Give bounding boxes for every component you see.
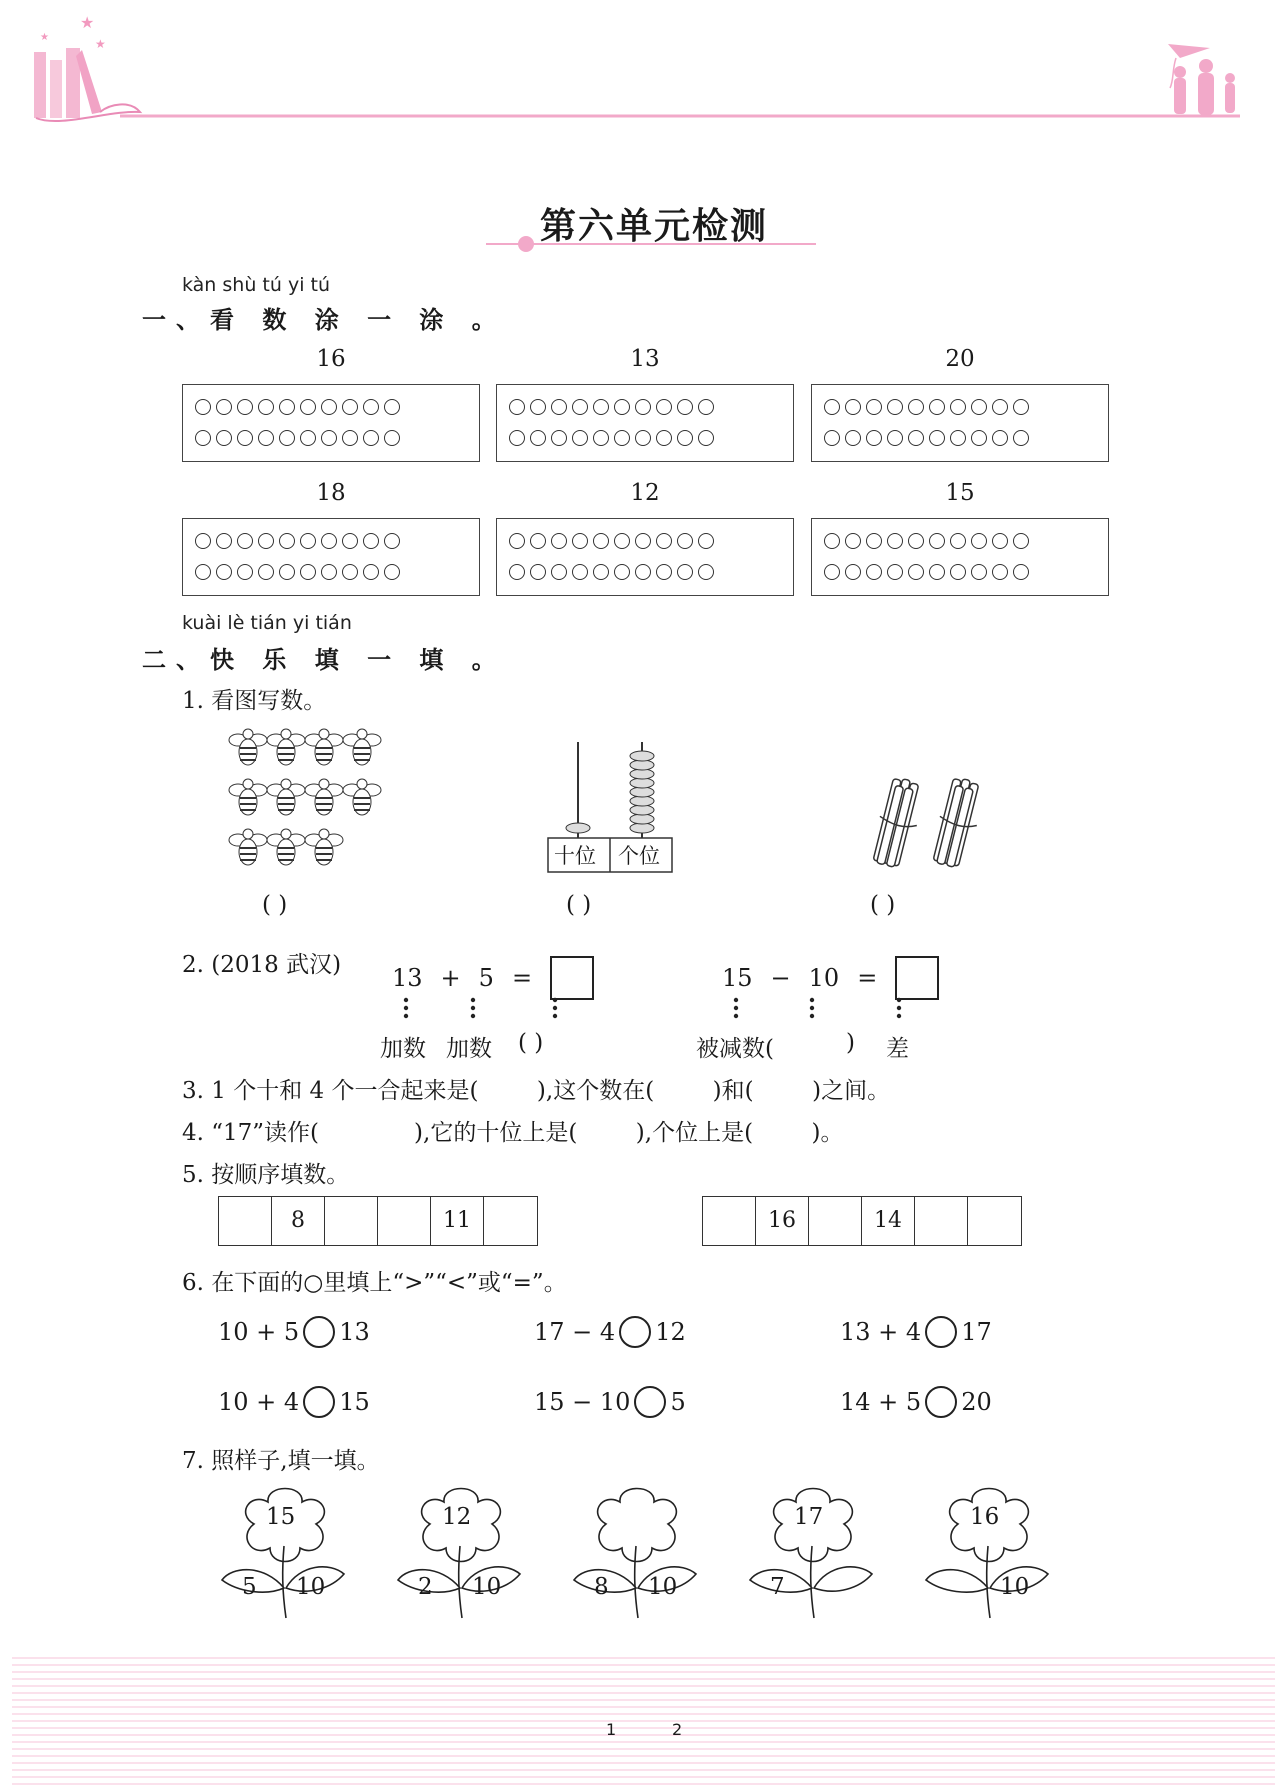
colorable-circle[interactable]: [635, 430, 651, 446]
bee-icon: [229, 829, 267, 865]
colorable-circle[interactable]: [635, 533, 651, 549]
colorable-circle[interactable]: [950, 430, 966, 446]
colorable-circle[interactable]: [237, 399, 253, 415]
colorable-circle[interactable]: [216, 533, 232, 549]
dot-box-label: 16: [316, 346, 346, 372]
comparison-left: 10 + 4: [218, 1388, 300, 1416]
colorable-circle[interactable]: [321, 564, 337, 580]
flower-right-number: 10: [648, 1574, 678, 1600]
sequence-cell: 11: [431, 1197, 484, 1245]
colorable-circle[interactable]: [551, 533, 567, 549]
colorable-circle[interactable]: [656, 399, 672, 415]
colorable-circle[interactable]: [614, 533, 630, 549]
colorable-circle[interactable]: [321, 533, 337, 549]
footer-background: [12, 1657, 1275, 1789]
q2-name-blank1[interactable]: ( ): [518, 1030, 544, 1056]
number-flower: [924, 1480, 1054, 1620]
q2-name-addend2: 加数: [446, 1036, 492, 1062]
colorable-circle[interactable]: [195, 399, 211, 415]
sequence-cell[interactable]: [378, 1197, 431, 1245]
comparison-circle[interactable]: [925, 1386, 957, 1418]
colorable-circle[interactable]: [614, 564, 630, 580]
books-logo-icon: [34, 13, 140, 121]
sequence-cell[interactable]: [325, 1197, 378, 1245]
q1-label: 1. 看图写数。: [182, 688, 327, 714]
comparison-right: 5: [670, 1388, 686, 1416]
dot-box-label: 13: [630, 346, 660, 372]
comparison-left: 10 + 5: [218, 1318, 300, 1346]
colorable-circle[interactable]: [530, 564, 546, 580]
abacus-ones-label: 个位: [618, 844, 660, 868]
colorable-circle[interactable]: [363, 430, 379, 446]
colorable-circle[interactable]: [992, 564, 1008, 580]
colorable-circle[interactable]: [279, 533, 295, 549]
dot-box: [496, 518, 794, 596]
sequence-cell[interactable]: [219, 1197, 272, 1245]
colorable-circle[interactable]: [908, 430, 924, 446]
sticks-bundles-picture: [856, 776, 986, 876]
colorable-circle[interactable]: [593, 533, 609, 549]
q2-eq2-eq: =: [857, 964, 878, 992]
colorable-circle[interactable]: [300, 564, 316, 580]
colorable-circle[interactable]: [593, 564, 609, 580]
colorable-circle[interactable]: [551, 430, 567, 446]
colorable-circle[interactable]: [950, 533, 966, 549]
colorable-circle[interactable]: [258, 430, 274, 446]
colorable-circle[interactable]: [950, 399, 966, 415]
bee-icon: [267, 729, 305, 765]
colorable-circle[interactable]: [656, 430, 672, 446]
q5-label: 5. 按顺序填数。: [182, 1162, 350, 1188]
flower-left-number: 5: [242, 1574, 257, 1600]
colorable-circle[interactable]: [866, 564, 882, 580]
dot-box: [811, 384, 1109, 462]
comparison-right: 12: [655, 1318, 686, 1346]
dot-box: [182, 518, 480, 596]
q2-eq2-answer-box[interactable]: [895, 956, 939, 1000]
colorable-circle[interactable]: [824, 399, 840, 415]
colorable-circle[interactable]: [929, 430, 945, 446]
dot-box-label: 12: [630, 480, 660, 506]
colorable-circle[interactable]: [971, 564, 987, 580]
dot-box-label: 15: [945, 480, 975, 506]
colorable-circle[interactable]: [614, 430, 630, 446]
q2-eq2: [722, 956, 939, 1000]
colorable-circle[interactable]: [698, 399, 714, 415]
colorable-circle[interactable]: [992, 430, 1008, 446]
sequence-cell[interactable]: [915, 1197, 968, 1245]
comparison-right: 15: [339, 1388, 370, 1416]
colorable-circle[interactable]: [887, 564, 903, 580]
colorable-circle[interactable]: [908, 564, 924, 580]
colorable-circle[interactable]: [992, 399, 1008, 415]
colorable-circle[interactable]: [971, 399, 987, 415]
q2-eq2-op: −: [770, 964, 791, 992]
comparison-right: 13: [339, 1318, 370, 1346]
colorable-circle[interactable]: [572, 533, 588, 549]
colorable-circle[interactable]: [929, 533, 945, 549]
colorable-circle[interactable]: [677, 430, 693, 446]
dot-box: [182, 384, 480, 462]
colorable-circle[interactable]: [824, 533, 840, 549]
colorable-circle[interactable]: [929, 564, 945, 580]
comparison-right: 17: [961, 1318, 992, 1346]
page-number-left: 1: [606, 1720, 617, 1739]
colorable-circle[interactable]: [845, 399, 861, 415]
colorable-circle[interactable]: [908, 533, 924, 549]
colorable-circle[interactable]: [342, 533, 358, 549]
colorable-circle[interactable]: [677, 399, 693, 415]
colorable-circle[interactable]: [342, 430, 358, 446]
q4-text: 4. “17”读作( ),它的十位上是( ),个位上是( )。: [182, 1120, 844, 1146]
colorable-circle[interactable]: [635, 564, 651, 580]
colorable-circle[interactable]: [509, 533, 525, 549]
colorable-circle[interactable]: [342, 564, 358, 580]
colorable-circle[interactable]: [593, 399, 609, 415]
bee-icon: [229, 779, 267, 815]
section2-heading: 二、快 乐 填 一 填 。: [142, 645, 506, 674]
dot-box-label: 18: [316, 480, 346, 506]
q2-eq2-a: 15: [722, 964, 753, 992]
colorable-circle[interactable]: [258, 533, 274, 549]
colorable-circle[interactable]: [908, 399, 924, 415]
number-flower: [572, 1480, 702, 1620]
number-flower: [396, 1480, 526, 1620]
colorable-circle[interactable]: [279, 564, 295, 580]
q2-name-blank2-close[interactable]: ): [846, 1030, 855, 1056]
colorable-circle[interactable]: [887, 430, 903, 446]
colorable-circle[interactable]: [572, 430, 588, 446]
abacus-bead: [630, 751, 654, 761]
colorable-circle[interactable]: [845, 564, 861, 580]
comparison-item: [840, 1316, 992, 1348]
comparison-item: [534, 1316, 686, 1348]
colorable-circle[interactable]: [216, 564, 232, 580]
colorable-circle[interactable]: [698, 430, 714, 446]
comparison-circle[interactable]: [303, 1386, 335, 1418]
flower-top-number: 15: [266, 1504, 296, 1530]
number-flower: [748, 1480, 878, 1620]
bee-icon: [305, 729, 343, 765]
colorable-circle[interactable]: [195, 533, 211, 549]
colorable-circle[interactable]: [1013, 533, 1029, 549]
colorable-circle[interactable]: [1013, 399, 1029, 415]
colorable-circle[interactable]: [321, 430, 337, 446]
svg-text:★: ★: [40, 32, 49, 43]
colorable-circle[interactable]: [363, 564, 379, 580]
colorable-circle[interactable]: [384, 399, 400, 415]
dot-box: [496, 384, 794, 462]
q2-eq1: [392, 956, 594, 1000]
comparison-circle[interactable]: [619, 1316, 651, 1348]
comparison-circle[interactable]: [925, 1316, 957, 1348]
svg-text:★: ★: [95, 37, 106, 51]
colorable-circle[interactable]: [971, 430, 987, 446]
colorable-circle[interactable]: [258, 399, 274, 415]
flower-right-number: 10: [472, 1574, 502, 1600]
flower-right-number: 10: [296, 1574, 326, 1600]
bee-icon: [343, 779, 381, 815]
q2-eq1-answer-box[interactable]: [550, 956, 594, 1000]
bee-icon: [267, 779, 305, 815]
colorable-circle[interactable]: [656, 533, 672, 549]
comparison-right: 20: [961, 1388, 992, 1416]
colorable-circle[interactable]: [593, 430, 609, 446]
colorable-circle[interactable]: [929, 399, 945, 415]
colorable-circle[interactable]: [698, 533, 714, 549]
flower-top-number: 17: [794, 1504, 824, 1530]
colorable-circle[interactable]: [635, 399, 651, 415]
q2-name-difference: 差: [886, 1036, 909, 1062]
sequence-cell[interactable]: [703, 1197, 756, 1245]
colorable-circle[interactable]: [824, 564, 840, 580]
colorable-circle[interactable]: [363, 533, 379, 549]
header-decoration: [0, 0, 1287, 140]
colorable-circle[interactable]: [824, 430, 840, 446]
comparison-circle[interactable]: [303, 1316, 335, 1348]
colorable-circle[interactable]: [258, 564, 274, 580]
flower-left-number: 8: [594, 1574, 609, 1600]
comparison-circle[interactable]: [634, 1386, 666, 1418]
colorable-circle[interactable]: [237, 430, 253, 446]
colorable-circle[interactable]: [1013, 564, 1029, 580]
comparison-left: 13 + 4: [840, 1318, 922, 1346]
colorable-circle[interactable]: [195, 564, 211, 580]
colorable-circle[interactable]: [237, 564, 253, 580]
q2-name-minuend: 被减数(: [696, 1036, 774, 1062]
colorable-circle[interactable]: [866, 399, 882, 415]
colorable-circle[interactable]: [384, 430, 400, 446]
q2-eq1-op: +: [440, 964, 461, 992]
q2-vertical-dots: [380, 996, 940, 1026]
q2-eq1-eq: =: [511, 964, 533, 992]
colorable-circle[interactable]: [195, 430, 211, 446]
children-kite-icon: [1168, 44, 1235, 115]
comparison-left: 15 − 10: [534, 1388, 631, 1416]
dot-box: [811, 518, 1109, 596]
colorable-circle[interactable]: [300, 399, 316, 415]
colorable-circle[interactable]: [216, 430, 232, 446]
colorable-circle[interactable]: [572, 564, 588, 580]
colorable-circle[interactable]: [572, 399, 588, 415]
colorable-circle[interactable]: [698, 564, 714, 580]
colorable-circle[interactable]: [300, 430, 316, 446]
colorable-circle[interactable]: [384, 533, 400, 549]
colorable-circle[interactable]: [363, 399, 379, 415]
svg-text:★: ★: [80, 13, 95, 32]
colorable-circle[interactable]: [321, 399, 337, 415]
colorable-circle[interactable]: [845, 430, 861, 446]
colorable-circle[interactable]: [509, 430, 525, 446]
colorable-circle[interactable]: [992, 533, 1008, 549]
title-underline: [486, 236, 816, 256]
q2-label: 2. (2018 武汉): [182, 952, 342, 978]
comparison-left: 17 − 4: [534, 1318, 616, 1346]
section1-heading: 一、看 数 涂 一 涂 。: [142, 305, 506, 334]
q1-blank-2[interactable]: ( ): [566, 892, 592, 918]
bee-icon: [305, 779, 343, 815]
colorable-circle[interactable]: [866, 533, 882, 549]
colorable-circle[interactable]: [614, 399, 630, 415]
section2-pinyin: kuài lè tián yi tián: [182, 612, 352, 634]
colorable-circle[interactable]: [279, 399, 295, 415]
q6-label: 6. 在下面的○里填上“>”“<”或“=”。: [182, 1270, 567, 1296]
section1-pinyin: kàn shù tú yi tú: [182, 274, 331, 296]
colorable-circle[interactable]: [866, 430, 882, 446]
sequence-cell[interactable]: [809, 1197, 862, 1245]
bee-icon: [343, 729, 381, 765]
colorable-circle[interactable]: [300, 533, 316, 549]
sequence-cell: 8: [272, 1197, 325, 1245]
flower-left-number: 2: [418, 1574, 433, 1600]
q2-eq1-a: 13: [392, 964, 423, 992]
abacus-tens-label: 十位: [554, 844, 596, 868]
bee-icon: [267, 829, 305, 865]
colorable-circle[interactable]: [887, 533, 903, 549]
comparison-item: [840, 1386, 992, 1418]
q2-name-addend1: 加数: [380, 1036, 426, 1062]
sequence-cell[interactable]: [968, 1197, 1021, 1245]
colorable-circle[interactable]: [887, 399, 903, 415]
q1-blank-1[interactable]: ( ): [262, 892, 288, 918]
flower-left-number: 7: [770, 1574, 785, 1600]
colorable-circle[interactable]: [509, 399, 525, 415]
colorable-circle[interactable]: [237, 533, 253, 549]
bees-picture: [226, 724, 406, 880]
colorable-circle[interactable]: [530, 430, 546, 446]
colorable-circle[interactable]: [656, 564, 672, 580]
colorable-circle[interactable]: [1013, 430, 1029, 446]
page-title: 第六单元检测: [540, 205, 769, 247]
colorable-circle[interactable]: [845, 533, 861, 549]
colorable-circle[interactable]: [342, 399, 358, 415]
comparison-left: 14 + 5: [840, 1388, 922, 1416]
bee-icon: [305, 829, 343, 865]
colorable-circle[interactable]: [530, 533, 546, 549]
page-number-right: 2: [672, 1720, 683, 1739]
q3-text: 3. 1 个十和 4 个一合起来是( ),这个数在( )和( )之间。: [182, 1078, 891, 1104]
colorable-circle[interactable]: [384, 564, 400, 580]
q2-eq2-b: 10: [808, 964, 840, 992]
number-flower: [220, 1480, 350, 1620]
sequence-row-1: [218, 1196, 538, 1246]
flower-right-number: 10: [1000, 1574, 1030, 1600]
q7-label: 7. 照样子,填一填。: [182, 1448, 380, 1474]
colorable-circle[interactable]: [551, 564, 567, 580]
dot-box-label: 20: [945, 346, 975, 372]
colorable-circle[interactable]: [530, 399, 546, 415]
colorable-circle[interactable]: [677, 564, 693, 580]
colorable-circle[interactable]: [971, 533, 987, 549]
flower-top-number: 16: [970, 1504, 1000, 1530]
colorable-circle[interactable]: [509, 564, 525, 580]
comparison-item: [534, 1386, 686, 1418]
sequence-cell: 14: [862, 1197, 915, 1245]
colorable-circle[interactable]: [950, 564, 966, 580]
bee-icon: [229, 729, 267, 765]
colorable-circle[interactable]: [551, 399, 567, 415]
sequence-cell: 16: [756, 1197, 809, 1245]
q2-eq1-b: 5: [478, 964, 494, 992]
comparison-item: [218, 1386, 370, 1418]
flower-top-number: 12: [442, 1504, 472, 1530]
sequence-row-2: [702, 1196, 1022, 1246]
colorable-circle[interactable]: [216, 399, 232, 415]
colorable-circle[interactable]: [677, 533, 693, 549]
colorable-circle[interactable]: [279, 430, 295, 446]
q1-blank-3[interactable]: ( ): [870, 892, 896, 918]
sequence-cell[interactable]: [484, 1197, 537, 1245]
comparison-item: [218, 1316, 370, 1348]
